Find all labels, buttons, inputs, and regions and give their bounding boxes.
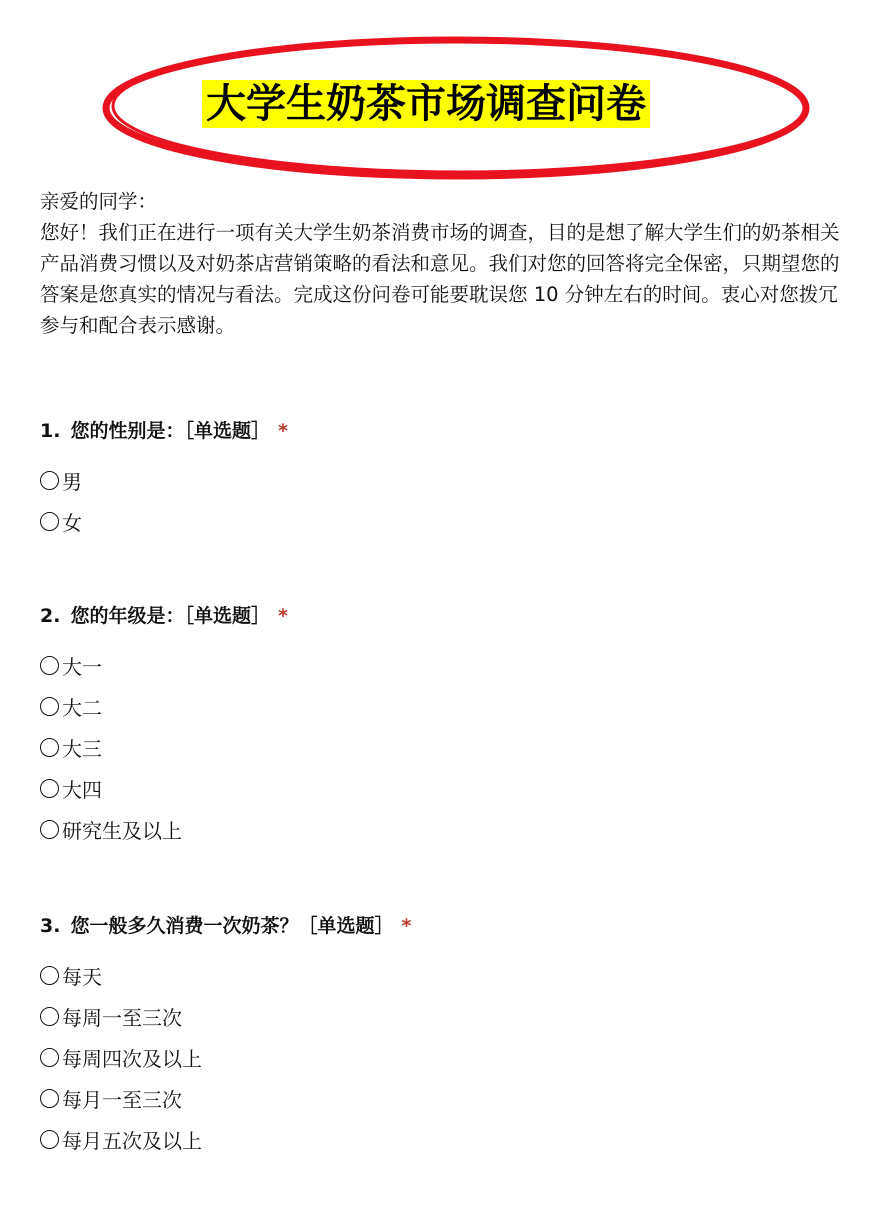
option-list xyxy=(40,955,411,1160)
radio-option[interactable] xyxy=(40,460,288,501)
question-number: 2. xyxy=(40,605,61,627)
radio-option[interactable] xyxy=(40,1037,411,1078)
radio-circle-icon[interactable] xyxy=(40,779,59,798)
question-type-label: ［单选题］ xyxy=(184,420,270,442)
question-text: 您的年级是： xyxy=(70,605,185,627)
question-3 xyxy=(40,911,411,1160)
radio-circle-icon[interactable] xyxy=(40,738,59,757)
option-label: 每月一至三次 xyxy=(62,1088,182,1112)
option-list xyxy=(40,645,288,850)
radio-option[interactable] xyxy=(40,1119,411,1160)
option-label: 女 xyxy=(62,511,82,535)
question-2 xyxy=(40,601,288,850)
radio-circle-icon[interactable] xyxy=(40,1089,59,1108)
radio-option[interactable] xyxy=(40,809,288,850)
question-type-label: ［单选题］ xyxy=(298,915,394,937)
intro-section xyxy=(40,186,855,341)
page-title: 大学生奶茶市场调查问卷 xyxy=(202,80,650,128)
radio-option[interactable] xyxy=(40,645,288,686)
radio-circle-icon[interactable] xyxy=(40,512,59,531)
radio-option[interactable] xyxy=(40,1078,411,1119)
question-title xyxy=(40,601,288,631)
radio-option[interactable] xyxy=(40,686,288,727)
radio-circle-icon[interactable] xyxy=(40,966,59,985)
option-list xyxy=(40,460,288,542)
question-type-label: ［单选题］ xyxy=(184,605,270,627)
radio-option[interactable] xyxy=(40,727,288,768)
option-label: 研究生及以上 xyxy=(62,819,182,843)
option-label: 大四 xyxy=(62,778,102,802)
option-label: 每月五次及以上 xyxy=(62,1129,202,1153)
required-star-icon: * xyxy=(277,420,288,442)
option-label: 每周一至三次 xyxy=(62,1006,182,1030)
radio-option[interactable] xyxy=(40,955,411,996)
question-title xyxy=(40,416,288,446)
radio-circle-icon[interactable] xyxy=(40,1048,59,1067)
option-label: 大一 xyxy=(62,655,102,679)
radio-circle-icon[interactable] xyxy=(40,820,59,839)
option-label: 大二 xyxy=(62,696,102,720)
question-1 xyxy=(40,416,288,542)
radio-option[interactable] xyxy=(40,501,288,542)
radio-circle-icon[interactable] xyxy=(40,471,59,490)
radio-option[interactable] xyxy=(40,996,411,1037)
radio-circle-icon[interactable] xyxy=(40,1007,59,1026)
question-text: 您一般多久消费一次奶茶？ xyxy=(70,915,299,937)
radio-circle-icon[interactable] xyxy=(40,656,59,675)
option-label: 每周四次及以上 xyxy=(62,1047,202,1071)
intro-body: 您好！我们正在进行一项有关大学生奶茶消费市场的调查，目的是想了解大学生们的奶茶相关产品消费习惯以及对奶茶店营销策略的看法和意见。我们对您的回答将完全保密，只期望您的答案是您真实的情况与看法。完成这份问卷可能要耽误您 10 分钟左右的时间。衷心对您拨冗参与和配合表示感谢。 xyxy=(40,221,840,337)
radio-option[interactable] xyxy=(40,768,288,809)
question-title xyxy=(40,911,411,941)
option-label: 男 xyxy=(62,470,82,494)
question-text: 您的性别是： xyxy=(70,420,185,442)
option-label: 每天 xyxy=(62,965,102,989)
radio-circle-icon[interactable] xyxy=(40,697,59,716)
option-label: 大三 xyxy=(62,737,102,761)
question-number: 1. xyxy=(40,420,61,442)
question-number: 3. xyxy=(40,915,61,937)
radio-circle-icon[interactable] xyxy=(40,1130,59,1149)
required-star-icon: * xyxy=(277,605,288,627)
required-star-icon: * xyxy=(401,915,412,937)
intro-greeting: 亲爱的同学： xyxy=(40,190,158,213)
